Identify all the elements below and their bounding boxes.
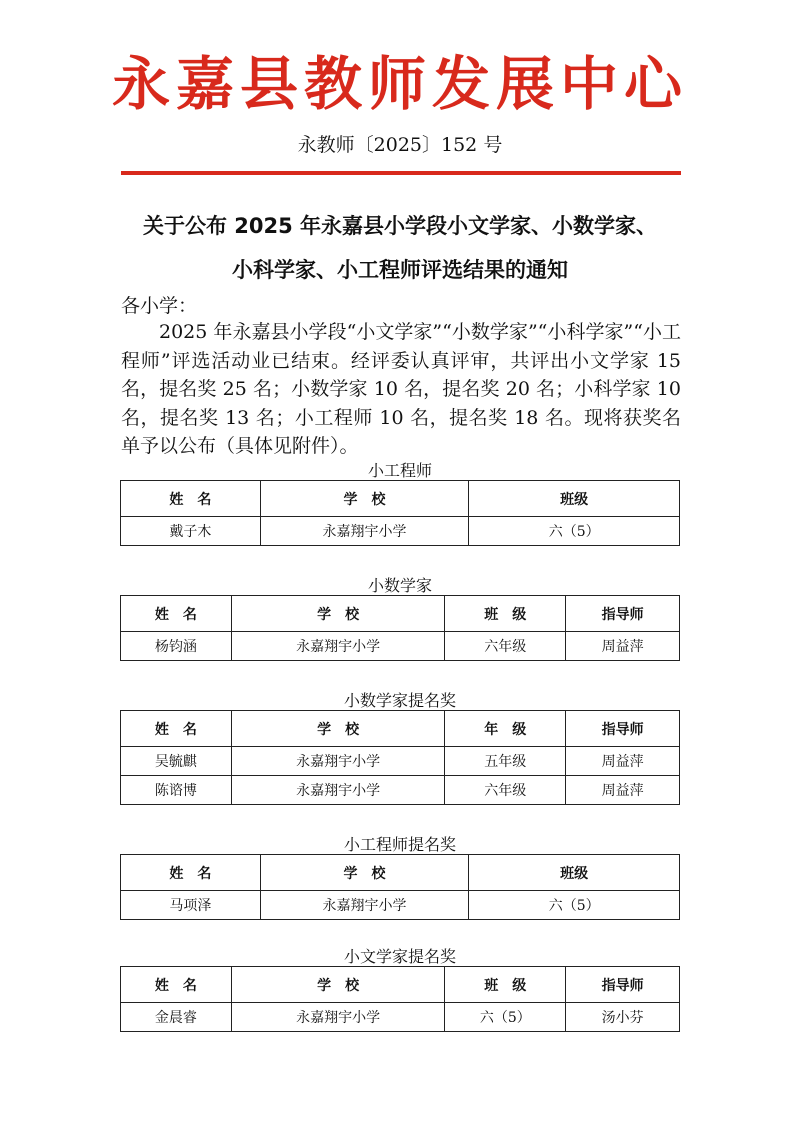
table-row: [121, 632, 680, 661]
table-header-row: [121, 481, 680, 517]
table-cell: 杨钧涵: [121, 632, 232, 661]
notice-title-line-1: 关于公布 2025 年永嘉县小学段小文学家、小数学家、: [142, 214, 658, 238]
table-cell: 六年级: [445, 776, 566, 805]
table-cell: 戴子木: [121, 517, 261, 546]
header-cell: 学 校: [231, 711, 445, 747]
table-cell: 永嘉翔宇小学: [260, 517, 469, 546]
document-number: 永教师〔2025〕152 号: [297, 134, 503, 156]
header-cell: 学 校: [231, 596, 445, 632]
table-row: [121, 747, 680, 776]
table-writer-nominee: [120, 966, 680, 1032]
header-cell: 指导师: [566, 967, 680, 1003]
table-row: [121, 517, 680, 546]
salutation: 各小学：: [121, 295, 198, 317]
header-cell: 班级: [469, 481, 680, 517]
table-cell: 汤小芬: [566, 1003, 680, 1032]
header-cell: 学 校: [231, 967, 445, 1003]
table-cell: 永嘉翔宇小学: [231, 747, 445, 776]
table-mathematician: [120, 595, 680, 661]
table-cell: 永嘉翔宇小学: [260, 891, 469, 920]
section-title-engineer: 小工程师: [367, 461, 432, 480]
table-engineer-nominee: [120, 854, 680, 920]
header-cell: 班 级: [445, 967, 566, 1003]
table-cell: 六（5）: [469, 891, 680, 920]
table-header-row: [121, 855, 680, 891]
notice-title-line-2: 小科学家、小工程师评选结果的通知: [232, 258, 568, 282]
header-cell: 学 校: [260, 481, 469, 517]
table-cell: 六（5）: [469, 517, 680, 546]
table-header-row: [121, 711, 680, 747]
table-cell: 六（5）: [445, 1003, 566, 1032]
header-cell: 姓 名: [121, 711, 232, 747]
header-cell: 姓 名: [121, 481, 261, 517]
table-cell: 周益萍: [566, 776, 680, 805]
header-cell: 指导师: [566, 711, 680, 747]
table-cell: 周益萍: [566, 747, 680, 776]
table-header-row: [121, 967, 680, 1003]
letterhead-divider: [121, 171, 681, 175]
header-cell: 学 校: [260, 855, 469, 891]
section-title-mathematician-nominee: 小数学家提名奖: [343, 691, 456, 710]
header-cell: 姓 名: [121, 967, 232, 1003]
section-title-writer-nominee: 小文学家提名奖: [343, 947, 456, 966]
table-row: [121, 891, 680, 920]
table-cell: 永嘉翔宇小学: [231, 632, 445, 661]
header-cell: 班级: [469, 855, 680, 891]
org-letterhead: 永嘉县教师发展中心: [111, 50, 688, 118]
section-title-mathematician: 小数学家: [367, 576, 432, 595]
table-header-row: [121, 596, 680, 632]
header-cell: 班 级: [445, 596, 566, 632]
table-row: [121, 776, 680, 805]
table-cell: 六年级: [445, 632, 566, 661]
header-cell: 年 级: [445, 711, 566, 747]
header-cell: 姓 名: [121, 596, 232, 632]
notice-body: 2025 年永嘉县小学段“小文学家”“小数学家”“小科学家”“小工程师”评选活动业已结束。经评委认真评审，共评出小文学家 15 名，提名奖 25 名；小数学家 10 名，提名奖 20 名；小科学家 10 名，提名奖 13 名；小工程师 10 名，提名奖 18 名。现将获奖名单予以公布（具体见附件）。: [121, 321, 681, 457]
section-title-engineer-nominee: 小工程师提名奖: [343, 835, 456, 854]
table-mathematician-nominee: [120, 710, 680, 805]
table-row: [121, 1003, 680, 1032]
table-cell: 五年级: [445, 747, 566, 776]
header-cell: 指导师: [566, 596, 680, 632]
table-cell: 永嘉翔宇小学: [231, 776, 445, 805]
table-cell: 金晨睿: [121, 1003, 232, 1032]
header-cell: 姓 名: [121, 855, 261, 891]
table-engineer: [120, 480, 680, 546]
table-cell: 永嘉翔宇小学: [231, 1003, 445, 1032]
table-cell: 周益萍: [566, 632, 680, 661]
table-cell: 陈谘博: [121, 776, 232, 805]
table-cell: 吴毓麒: [121, 747, 232, 776]
table-cell: 马项泽: [121, 891, 261, 920]
